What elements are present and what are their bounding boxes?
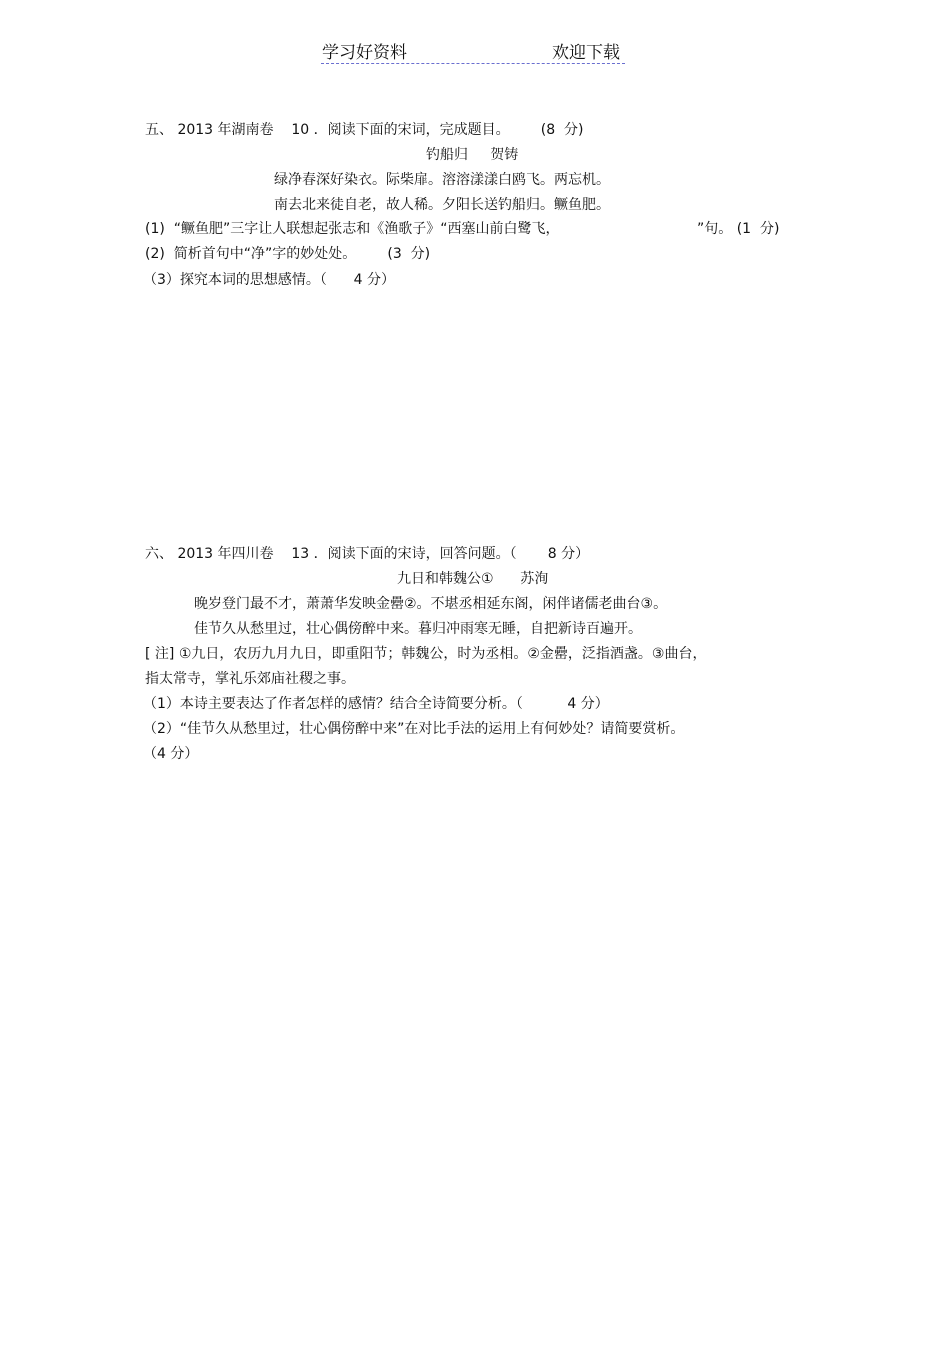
section6-poem-line-1: 晚岁登门最不才，萧萧华发映金罍②。不堪丞相延东阁，闲伴诸儒老曲台③。 [194, 596, 668, 612]
section6-question-2-score: （4 分） [143, 746, 199, 762]
header-right-text: 欢迎下载 [552, 43, 620, 63]
section6-poem-line-2: 佳节久从愁里过，壮心偶傍醉中来。暮归冲雨寒无睡，自把新诗百遍开。 [194, 621, 642, 637]
section5-poem-title: 钓船归 贺铸 [426, 147, 519, 163]
section6-poem-title: 九日和韩魏公① 苏洵 [397, 571, 549, 587]
section5-question-1: (1) “鳜鱼肥”三字让人联想起张志和《渔歌子》“西塞山前白鹭飞， [145, 221, 560, 237]
header-dashed-rule [321, 63, 625, 64]
section6-note-line-1: [ 注] ①九日，农历九月九日，即重阳节；韩魏公，时为丞相。②金罍，泛指酒盏。③曲台， [145, 646, 707, 662]
section5-poem-line-2: 南去北来徒自老，故人稀。夕阳长送钓船归。鳜鱼肥。 [274, 197, 610, 213]
section6-note-line-2: 指太常寺，掌礼乐郊庙社稷之事。 [145, 671, 355, 687]
section5-question-3: （3）探究本词的思想感情。（ 4 分） [143, 272, 395, 288]
section5-heading: 五、 2013 年湖南卷 10 ．阅读下面的宋词，完成题目。 (8 分) [145, 122, 584, 138]
section5-question-1-tail: ”句。 (1 分) [697, 221, 780, 237]
section6-heading: 六、 2013 年四川卷 13 ．阅读下面的宋诗，回答问题。（ 8 分） [145, 546, 590, 562]
section5-poem-line-1: 绿净春深好染衣。际柴扉。溶溶漾漾白鸥飞。两忘机。 [274, 172, 610, 188]
section6-question-2: （2）“佳节久从愁里过，壮心偶傍醉中来”在对比手法的运用上有何妙处？请简要赏析。 [143, 721, 685, 737]
header-left-text: 学习好资料 [322, 43, 407, 63]
section6-question-1: （1）本诗主要表达了作者怎样的感情？结合全诗简要分析。（ 4 分） [143, 696, 609, 712]
section5-question-2: (2) 简析首句中“净”字的妙处处。 (3 分) [145, 246, 431, 262]
